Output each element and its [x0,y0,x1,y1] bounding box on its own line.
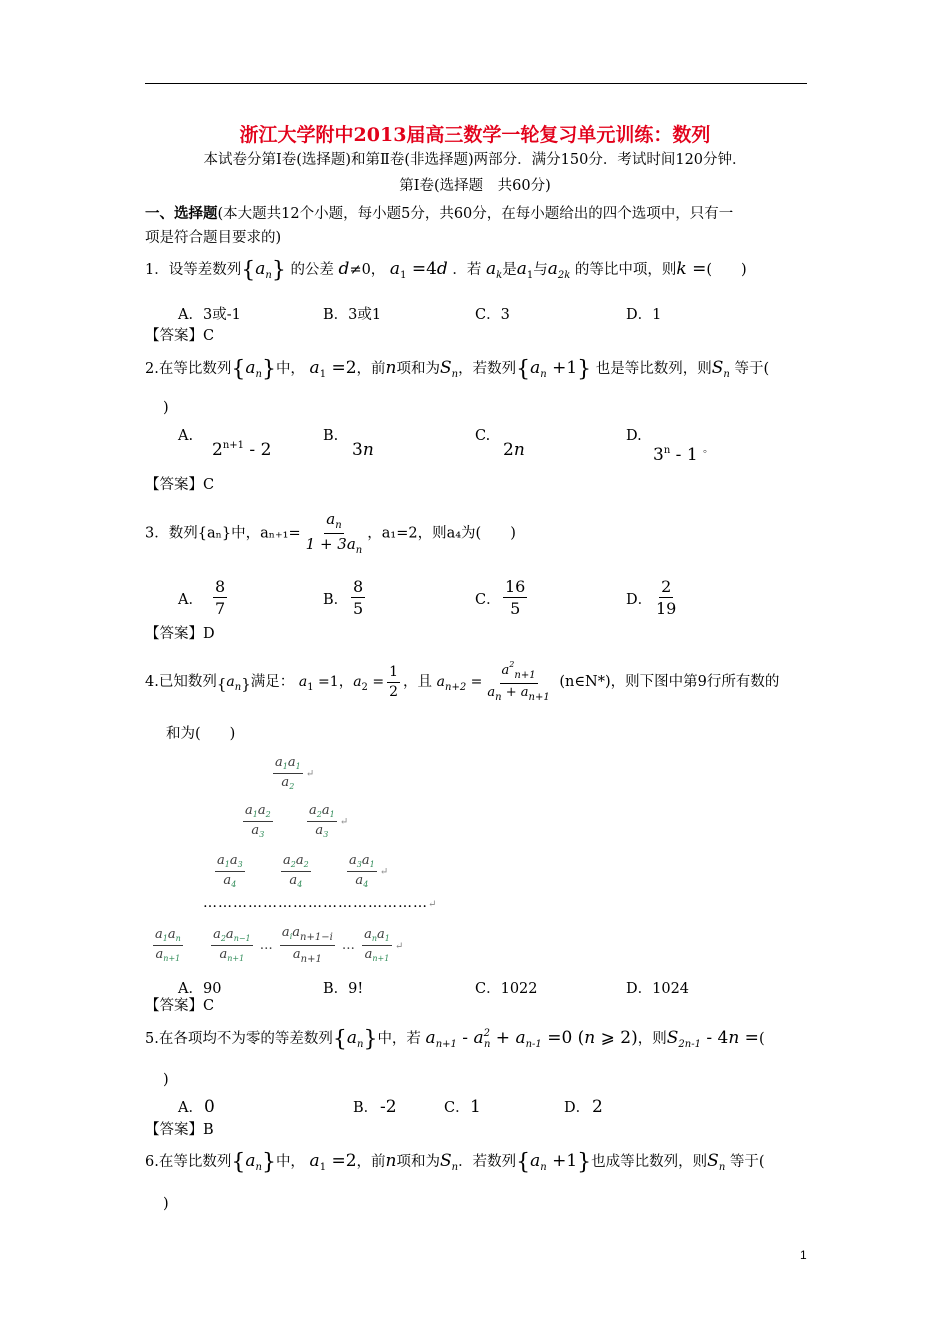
q2-text-g: 等于( [734,361,770,377]
q3-option-a-label: A． [178,592,203,608]
q3-option-c: $\frac{16}{5}$ [505,577,526,618]
q5-option-c-label: C． [444,1100,470,1116]
q4-option-b: B．9! [323,981,364,997]
q2-text-h: ) [163,400,169,416]
question-5-stem: 5.在各项均不为零的等差数列$\{a_n\}$中，若 $a_{n+1} - a^2_n + a_{n-1} =0$ (n ⩾ 2)，则$S_{2n-1} - 4n$ =( [145,1027,765,1052]
q6-text-a: 6.在等比数列 [145,1154,232,1170]
triangle-term: $\frac{a_2a_2}{a_4}$ [283,853,309,889]
q6-text-g: 等于( [729,1154,765,1170]
question-6-stem: 6.在等比数列$\{a_n\}$中， $a_1 =2$，前n项和为$S_n$．若数列$\{a_n +1\}$也成等比数列，则$S_n$ 等于( [145,1150,765,1175]
part-one-heading: 第Ⅰ卷(选择题 共60分) [399,178,551,194]
q5-option-d-label: D． [564,1100,591,1116]
q6-text-c: ，前 [356,1154,386,1170]
q4-text-d: (n∈N*)，则下图中第9行所有数的 [559,674,780,690]
q1-text-e: 是 [502,262,517,278]
section-one-title: 一、选择题 [145,205,218,222]
question-2-stem: 2.在等比数列$\{a_n\}$中， $a_1 =2$，前n项和为$S_n$，若数列$\{a_n +1\}$ 也是等比数列，则$S_n$ 等于( [145,357,770,382]
q2-option-a-label: A. [178,428,194,444]
q3-option-b-label: B． [323,592,349,608]
triangle-row-n: $\frac{a_1a_n}{a_{n+1}}$ $\frac{a_2a_{n-1}}{a_{n+1}}$ … $\frac{a_ia_{n+1-i}}{a_{n+1}}$ … $\frac{a_na_1}{a_{n+1}}$ ↵ [155,925,404,965]
triangle-term: $\frac{a_1a_3}{a_4}$ [217,853,243,889]
triangle-term: $\frac{a_1a_n}{a_{n+1}}$ [155,927,181,963]
page-title: 浙江大学附中2013届高三数学一轮复习单元训练：数列 [239,124,711,146]
q5-text-e: ) [163,1072,169,1088]
q3-text-b: ，a₁=2，则a₄为( ) [367,525,516,542]
q3-option-d: $\frac{2}{19}$ [656,577,677,618]
q2-text-b: 中， [275,361,305,377]
q1-text-h: ( ) [706,262,747,278]
q3-answer: 【答案】D [145,626,215,642]
q2-text-c: ，前 [356,361,386,377]
q1-option-a: A．3或-1 [178,307,241,323]
q3-text-a: 3．数列{aₙ}中，aₙ₊₁= [145,525,301,542]
triangle-term: $\frac{a_2a_1}{a_3}$ [309,803,335,839]
q5-text-a: 5.在各项均不为零的等差数列 [145,1031,333,1047]
q3-option-c-label: C． [475,592,501,608]
triangle-row-2: $\frac{a_1a_2}{a_3}$ $\frac{a_2a_1}{a_3}$ ↵ [245,803,349,839]
q1-option-b: B．3或1 [323,307,382,323]
q3-option-d-label: D． [626,592,653,608]
q6-text-e: ．若数列 [458,1154,517,1170]
page-number: 1 [800,1248,807,1262]
section-one-heading [145,205,733,223]
q4-option-c: C．1022 [475,981,538,997]
triangle-term: $\frac{a_na_1}{a_{n+1}}$ [364,927,390,963]
q2-option-d-label: D. [626,428,642,444]
q5-option-a: 0 [204,1097,215,1117]
triangle-term: $\frac{a_1a_2}{a_3}$ [245,803,271,839]
q5-option-c: 1 [470,1097,481,1117]
triangle-row-1: $\frac{a_1a_1}{a_2}$ ↵ [275,755,315,791]
q4-option-d: D．1024 [626,981,690,997]
question-1-stem: 1．设等差数列$\{a_n\}$ 的公差 d≠0， $a_1 =4d$ ．若 $a_k$是$a_1$与$a_{2k}$ 的等比中项，则k =( ) [145,258,747,283]
q3-option-a: $\frac{8}{7}$ [215,577,226,618]
q5-text-d: ( [758,1031,765,1047]
triangle-term: $\frac{a_3a_1}{a_4}$ [349,853,375,889]
q1-text-g: 的等比中项，则 [574,262,677,278]
q1-text-f: 与 [533,262,548,278]
q6-text-d: 项和为 [396,1154,440,1170]
q2-text-f: 也是等比数列，则 [595,361,712,377]
section-one-desc-2: 项是符合题目要求的) [145,230,282,246]
q1-answer: 【答案】C [145,328,215,344]
q6-text-b: 中， [275,1154,305,1170]
q5-answer: 【答案】B [145,1122,214,1138]
exam-intro: 本试卷分第Ⅰ卷(选择题)和第Ⅱ卷(非选择题)两部分．满分150分．考试时间120分钟． [203,152,747,168]
header-rule [145,83,807,84]
q4-text-e: 和为( ) [166,726,236,742]
question-3-stem: 3．数列{aₙ}中，aₙ₊₁= $\frac{a_n}{1 + 3a_n}$ ，a₁=2，则a₄为( ) [145,510,516,556]
q6-text-h: ) [163,1196,169,1212]
section-one-desc: (本大题共12个小题，每小题5分，共60分，在每小题给出的四个选项中，只有一 [217,206,734,222]
q3-option-b: $\frac{8}{5}$ [353,577,364,618]
q2-option-a: $2^{n+1} - 2$ [212,440,272,460]
q4-answer: 【答案】C [145,998,215,1014]
q1-text-c: ≠0， [349,262,386,278]
q5-option-b: -2 [380,1097,397,1117]
q2-option-d: 3$^n$ - 1 。 [653,444,714,465]
q2-option-c: 2n [503,440,525,460]
q5-option-a-label: A． [178,1100,203,1116]
q5-text-c: ，则 [637,1031,667,1047]
q2-option-b: 3n [352,440,374,460]
q4-option-a: A．90 [178,981,222,997]
q1-option-d: D．1 [626,307,662,323]
q2-text-d: 项和为 [396,361,440,377]
q5-text-b: 中，若 [377,1031,421,1047]
triangle-term: $\frac{a_2a_{n-1}}{a_{n+1}}$ [213,927,251,963]
triangle-ellipsis-row: ………………………………………↵ [203,895,438,911]
q5-option-b-label: B． [353,1100,379,1116]
q4-text-c: ，且 [403,674,433,690]
triangle-term: $\frac{a_1a_1}{a_2}$ [275,755,301,791]
q4-text-a: 4.已知数列 [145,674,217,690]
question-4-stem: 4.已知数列$\{a_n\}$满足： $a_1 =1$，$a_2$ = $\frac{1}{2}$ ，且 $a_{n+2}$ = $\frac{a^2_{n+1}}{a_n + a_{n+1}}$ (n∈N*)，则下图中第9行所有数的 [145,660,780,703]
q2-answer: 【答案】C [145,477,215,493]
q1-text-a: 1．设等差数列 [145,262,242,278]
q2-option-b-label: B. [323,428,339,444]
q1-text-d: ．若 [452,262,482,278]
triangle-row-3: $\frac{a_1a_3}{a_4}$ $\frac{a_2a_2}{a_4}$ $\frac{a_3a_1}{a_4}$ ↵ [217,853,389,889]
q2-option-c-label: C. [475,428,491,444]
q2-text-e: ，若数列 [458,361,517,377]
q2-text-a: 2.在等比数列 [145,361,232,377]
q6-text-f: 也成等比数列，则 [591,1154,708,1170]
q4-text-b: 满足： [250,674,295,690]
q1-option-c: C．3 [475,307,510,323]
q1-text-b: 的公差 [290,262,334,278]
triangle-term: $\frac{a_ia_{n+1-i}}{a_{n+1}}$ [281,925,333,965]
q5-option-d: 2 [592,1097,603,1117]
